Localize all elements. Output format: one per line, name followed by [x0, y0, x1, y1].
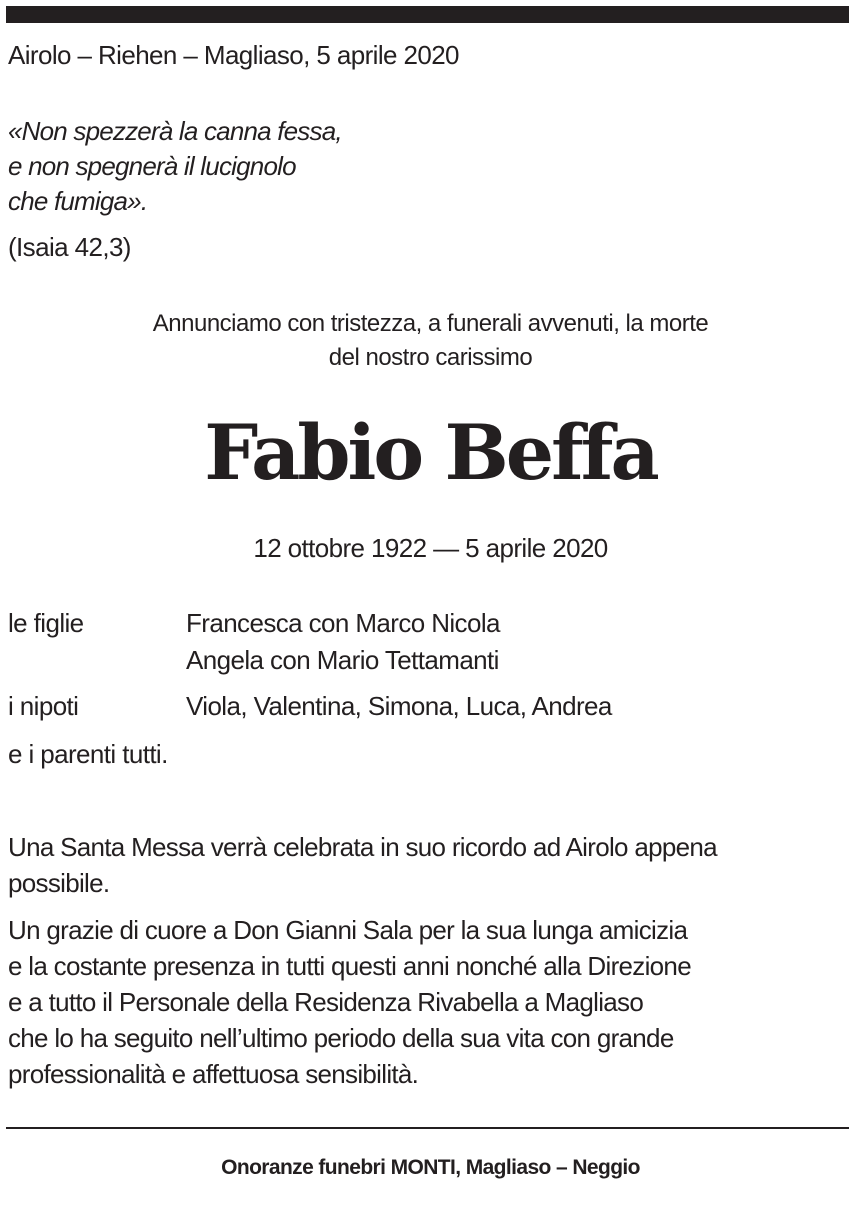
family-parenti: e i parenti tutti.: [8, 739, 168, 769]
thanks-line: e a tutto il Personale della Residenza Rivabella a Magliaso: [8, 987, 644, 1017]
family-member: Viola, Valentina, Simona, Luca, Andrea: [186, 691, 612, 721]
mass-notice-line: possibile.: [8, 868, 110, 898]
announcement-line: Annunciamo con tristezza, a funerali avvenuti, la morte: [152, 310, 709, 337]
announcement-line: del nostro carissimo: [328, 344, 533, 371]
quote-line: «Non spezzerà la canna fessa,: [8, 116, 342, 146]
funeral-home: Onoranze funebri MONTI, Magliaso – Neggio: [221, 1156, 640, 1179]
thanks-line: Un grazie di cuore a Don Gianni Sala per la sua lunga amicizia: [8, 915, 688, 945]
quote-line: e non spegnerà il lucignolo: [8, 151, 296, 181]
bible-quote: [8, 114, 342, 219]
mass-notice: [8, 829, 717, 901]
thanks-line: professionalità e affettuosa sensibilità.: [8, 1059, 419, 1089]
family-member: Francesca con Marco Nicola: [186, 608, 500, 638]
thanks-line: che lo ha seguito nell’ultimo periodo della sua vita con grande: [8, 1023, 674, 1053]
quote-source: (Isaia 42,3): [8, 232, 131, 262]
thanks-line: e la costante presenza in tutti questi anni nonché alla Direzione: [8, 951, 691, 981]
family-member: Angela con Mario Tettamanti: [186, 645, 499, 675]
life-dates: 12 ottobre 1922 — 5 aprile 2020: [253, 533, 608, 563]
announcement: [0, 307, 861, 375]
family-label-nipoti: i nipoti: [8, 691, 79, 721]
deceased-name: Fabio Beffa: [204, 408, 657, 497]
top-rule: [6, 6, 849, 23]
place-date: Airolo – Riehen – Magliaso, 5 aprile 2020: [8, 40, 459, 70]
bottom-rule: [6, 1127, 849, 1129]
thanks-paragraph: [8, 912, 691, 1092]
mass-notice-line: Una Santa Messa verrà celebrata in suo ricordo ad Airolo appena: [8, 832, 717, 862]
quote-line: che fumiga».: [8, 186, 148, 216]
family-label-figlie: le figlie: [8, 608, 84, 638]
